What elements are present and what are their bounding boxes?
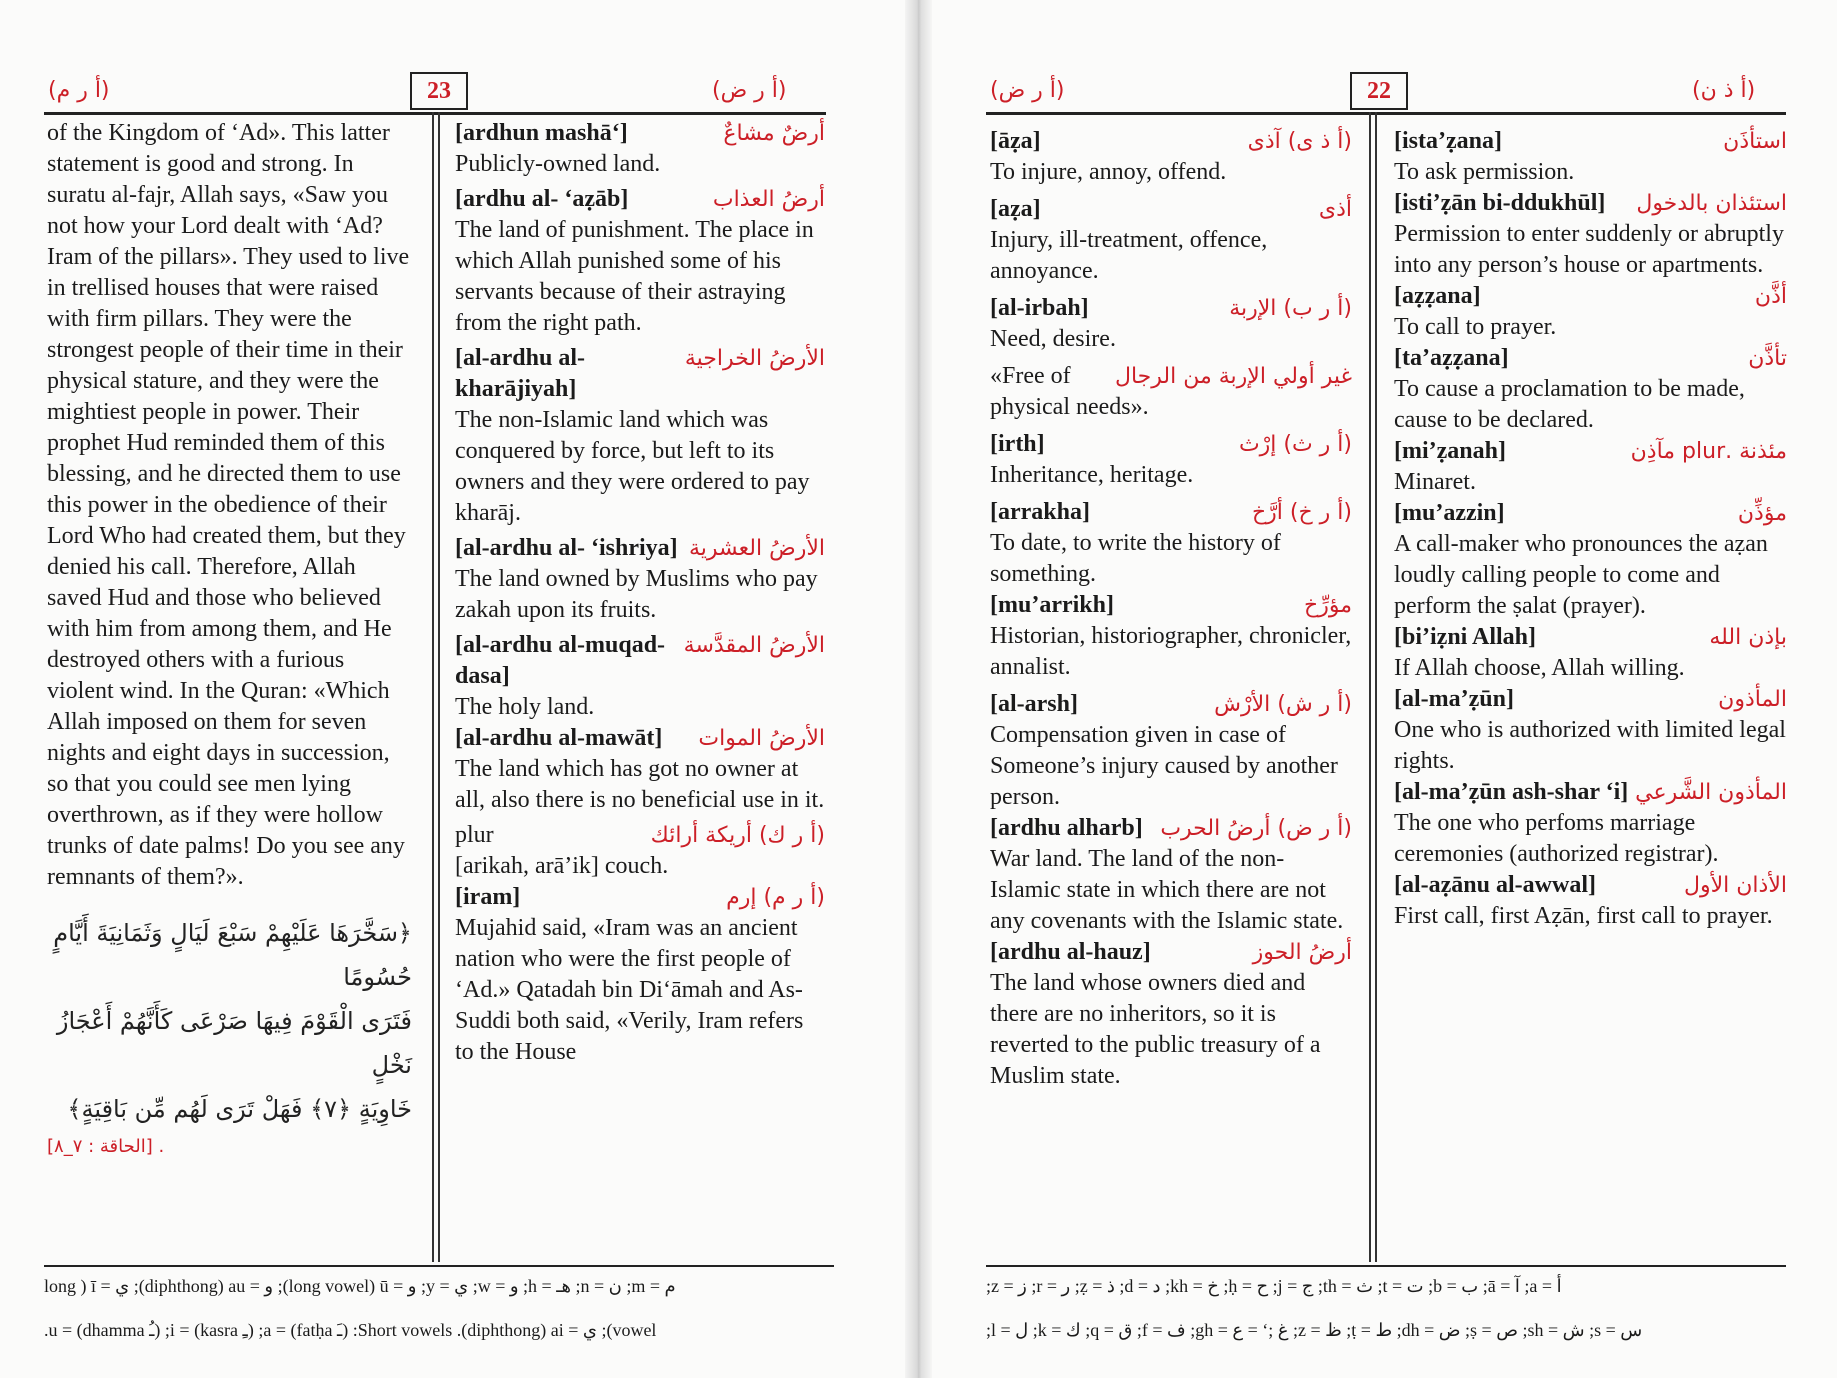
entry-definition: To injure, annoy, offend. [990, 159, 1227, 185]
entry-arabic: المأذون الشَّرعي [1635, 780, 1787, 805]
transliteration-key-line: .u = (dhamma ـُ) ;i = (kasra ـِ) ;a = (fatḥa ـَ) :Short vowels .(diphthong) ai = ي ;(vowel [44, 1320, 657, 1340]
entry-definition: War land. The land of the non-Islamic state in which there are not any covenants with the Islamic state. [990, 846, 1344, 934]
entry-headword: [isti’ẓān bi-ddukhūl] [1394, 190, 1606, 216]
entry-definition: First call, first Aẓān, first call to prayer. [1394, 903, 1773, 929]
entry-arabic: الأرضُ العشرية [689, 536, 825, 561]
dictionary-entry [1394, 126, 1787, 188]
entry-arabic: المأذون [1718, 687, 1787, 712]
transliteration-key-line: long ) ī = ي ;(diphthong) au = و ;(long vowel) ū = و ;y = ي ;w = و ;h = هـ ;n = ن ;m = م [44, 1276, 676, 1296]
entry-definition: The land owned by Muslims who pay zakah upon its fruits. [455, 566, 818, 623]
dictionary-entry [1394, 622, 1787, 684]
transliteration-key-line: ;z = ز ;r = ر ;ẓ = ذ ;d = د ;kh = خ ;ḥ = ح ;j = ج ;th = ث ;t = ت ;b = ب ;ā = آ ;a = أ [986, 1276, 1562, 1296]
entry-definition: The one who perfoms marriage ceremonies (authorized registrar). [1394, 810, 1719, 867]
entry-definition: To ask permission. [1394, 159, 1575, 185]
dictionary-entry [1394, 498, 1787, 622]
entry-definition: The non-Islamic land which was conquered by force, but left to its owners and they were ordered to pay kharāj. [455, 407, 810, 526]
narrative-column [47, 118, 412, 1162]
column-divider-double [438, 112, 440, 1262]
column-divider [432, 112, 434, 1262]
entry-headword: [aẓẓana] [1394, 283, 1481, 309]
entry-definition: Compensation given in case of Someone’s injury caused by another person. [990, 722, 1338, 810]
entry-arabic: الأذان الأول [1684, 873, 1787, 898]
verse-line: خَاوِيَةٍ ﴿٧﴾ فَهَلْ تَرَى لَهُم مِّن بَاقِيَةٍ﴾ [67, 1095, 412, 1123]
entry-headword: [al-ardhu al-kharājiyah] [455, 345, 586, 402]
entry-headword: [iram] [455, 884, 521, 910]
entry-arabic: أذى [1318, 197, 1352, 222]
entry-headword: [al-irbah] [990, 295, 1089, 321]
entry-definition: A call-maker who pronounces the aẓan loudly calling people to come and perform the ṣalat (prayer). [1394, 531, 1768, 619]
right-page-number: 22 [1350, 72, 1408, 110]
entries-column-left [990, 118, 1352, 1092]
entry-arabic: بإذن الله [1709, 625, 1787, 650]
entry-definition: Permission to enter suddenly or abruptly into any person’s house or apartments. [1394, 221, 1784, 278]
dictionary-entry [1394, 343, 1787, 436]
entry-headword: [al-arsh] [990, 691, 1078, 717]
entry-definition: Minaret. [1394, 469, 1476, 495]
dictionary-entry [990, 194, 1352, 287]
transliteration-key-line: ;l = ل ;k = ك ;q = ق ;f = ف ;gh = غ ;‘ = ع ;z = ظ ;ṭ = ط ;dh = ض ;ṣ = ص ;sh = ش ;s = س [986, 1320, 1643, 1340]
entry-arabic: مؤرِّخ [1304, 593, 1352, 618]
entry-arabic: استأذَن [1723, 129, 1787, 154]
dictionary-entry [1394, 684, 1787, 777]
narrative-text: of the Kingdom of ‘Ad». This latter statement is good and strong. In suratu al-fajr, Allah says, «Saw you not how your Lord dealt with ‘Ad? Iram of the pillars». They used to live in trellised houses that were raised with firm pillars. They were the strongest people of their time in their physical stature, and they were the mightiest people in power. Their prophet Hud reminded them of this blessing, and he directed them to use this power in the obedience of their Lord Who had created them, but they denied his call. Therefore, Allah saved Hud and those who believed with him from among them, and He destroyed others with a furious violent wind. In the Quran: «Which Allah imposed on them for seven nights and eight days in succession, so that you could see men lying overthrown, as if they were hollow trunks of date palms! Do you see any remnants of them?». [47, 120, 410, 890]
entry-definition: The land of punishment. The place in which Allah punished some of his servants because of their astraying from the right path. [455, 217, 814, 336]
dictionary-entry [455, 118, 825, 180]
entry-arabic: (أ ذ ى) آذى [1247, 129, 1352, 154]
entry-definition: To date, to write the history of something. [990, 530, 1281, 587]
entry-arabic: (أ ر ث) إرْث [1238, 432, 1352, 457]
entry-headword: [ardhun mashā‘] [455, 120, 628, 146]
entry-headword: [ista’ẓana] [1394, 128, 1502, 154]
quran-verse [47, 911, 412, 1162]
entry-definition: «Free of physical needs». [990, 363, 1149, 420]
right-page-header-right: (أ ذ ن) [1692, 78, 1756, 103]
dictionary-entry [455, 723, 825, 816]
entry-headword: [ardhu alharb] [990, 815, 1143, 841]
entry-headword: [al-ardhu al-muqad-dasa] [455, 632, 666, 689]
entry-arabic: (أ ر ب) الإربة [1229, 296, 1352, 321]
right-page [932, 0, 1837, 1378]
dictionary-entry [1394, 281, 1787, 343]
dictionary-entry [990, 293, 1352, 355]
entry-headword: [mi’ẓanah] [1394, 438, 1506, 464]
entry-definition: Inheritance, heritage. [990, 462, 1194, 488]
entry-headword: [arrakha] [990, 499, 1090, 525]
dictionary-entry [990, 429, 1352, 491]
entry-arabic: غير أولي الإربة من الرجال [1114, 364, 1352, 389]
dictionary-entry [990, 497, 1352, 590]
entry-arabic: الأرضُ الموات [698, 726, 825, 751]
entry-definition: One who is authorized with limited legal rights. [1394, 717, 1786, 774]
entry-headword: [al-ma’ẓūn ash-shar ‘i] [1394, 779, 1629, 805]
left-page-number: 23 [410, 72, 468, 110]
entry-definition: Need, desire. [990, 326, 1116, 352]
entry-definition: [arikah, arā’ik] couch. [455, 853, 669, 879]
entry-definition: To call to prayer. [1394, 314, 1557, 340]
entry-arabic: أرضٌ مشاعٌ [723, 121, 825, 146]
entry-arabic: أذَّن [1754, 284, 1787, 309]
top-rule [44, 112, 826, 115]
top-rule [986, 112, 1786, 115]
dictionary-entry [455, 343, 825, 529]
entry-arabic: استئذان بالدخول [1636, 191, 1787, 216]
dictionary-entry [990, 126, 1352, 188]
entries-column-right [1394, 118, 1787, 932]
entry-arabic: الأرضُ الخراجية [684, 346, 825, 371]
entry-headword: [mu’arrikh] [990, 592, 1114, 618]
dictionary-entry [1394, 436, 1787, 498]
column-divider [1369, 112, 1371, 1262]
entry-definition: Publicly-owned land. [455, 151, 661, 177]
entry-headword: [al-ardhu al-mawāt] [455, 725, 663, 751]
entry-definition: The holy land. [455, 694, 595, 720]
dictionary-entry [990, 361, 1352, 423]
dictionary-entry [1394, 777, 1787, 870]
dictionary-entry [455, 882, 825, 1068]
dictionary-entry [455, 630, 825, 723]
footer-rule [44, 1265, 834, 1267]
left-page [0, 0, 905, 1378]
entry-headword: [āẓa] [990, 128, 1041, 154]
entry-definition: If Allah choose, Allah willing. [1394, 655, 1685, 681]
entry-arabic: مئذنة .plur مآذِن [1630, 439, 1787, 464]
entry-arabic: الأرضُ المقدَّسة [683, 633, 825, 658]
entry-headword: [mu’azzin] [1394, 500, 1505, 526]
entries-column [455, 118, 825, 1068]
entry-headword: [al-ma’ẓūn] [1394, 686, 1514, 712]
entry-definition: Injury, ill-treatment, offence, annoyance. [990, 227, 1268, 284]
dictionary-entry [455, 184, 825, 339]
entry-definition: Historian, historiographer, chronicler, annalist. [990, 623, 1352, 680]
entry-arabic: أرضُ الحوز [1252, 940, 1352, 965]
dictionary-entry [990, 689, 1352, 813]
left-page-header-left: (أ ر م) [48, 78, 110, 103]
entry-definition: The land whose owners died and there are no inheritors, so it is reverted to the public treasury of a Muslim state. [990, 970, 1321, 1089]
entry-arabic: تأذَّن [1748, 346, 1787, 371]
entry-arabic: (أ ر ش) الأرْش [1214, 692, 1352, 717]
verse-reference: [الحاقة : ٧_٨] . [47, 1136, 165, 1157]
entry-definition: Mujahid said, «Iram was an ancient nation who were the first people of ‘Ad.» Qatadah bin Di‘āmah and As-Suddi both said, «Verily, Iram refers to the House [455, 915, 804, 1065]
entry-headword: plur [455, 822, 494, 848]
entry-arabic: (أ ر خ) أرَّخ [1251, 500, 1352, 525]
dictionary-entry [990, 937, 1352, 1092]
entry-headword: [ardhu al- ‘aẓāb] [455, 186, 629, 212]
dictionary-entry [990, 813, 1352, 937]
column-divider-double [1375, 112, 1377, 1262]
entry-arabic: مؤذِّن [1737, 501, 1787, 526]
dictionary-entry [990, 590, 1352, 683]
entry-headword: [bi’iẓni Allah] [1394, 624, 1537, 650]
entry-arabic: أرضُ العذاب [712, 187, 825, 212]
entry-definition: The land which has got no owner at all, also there is no beneficial use in it. [455, 756, 825, 813]
entry-headword: [al-ardhu al- ‘ishriya] [455, 535, 678, 561]
left-page-header-right: (أ ر ض) [712, 78, 787, 103]
entry-arabic: (أ ر ض) أرضُ الحرب [1160, 816, 1352, 841]
dictionary-entry [1394, 870, 1787, 932]
verse-line: ﴿سَخَّرَهَا عَلَيْهِمْ سَبْعَ لَيَالٍ وَثَمَانِيَةَ أَيَّامٍ حُسُومًا [53, 919, 412, 991]
entry-arabic: (أ ر م) إرم [726, 885, 825, 910]
entry-headword: [irth] [990, 431, 1045, 457]
footer-rule [986, 1265, 1786, 1267]
right-page-header-left: (أ ر ض) [990, 78, 1065, 103]
dictionary-entry [455, 820, 825, 882]
entry-headword: [ta’aẓẓana] [1394, 345, 1509, 371]
entry-headword: [ardhu al-hauz] [990, 939, 1151, 965]
entry-headword: [al-aẓānu al-awwal] [1394, 872, 1596, 898]
entry-arabic: (أ ر ك) أريكة أرائك [650, 823, 825, 848]
entry-headword: [aẓa] [990, 196, 1041, 222]
book-gutter [905, 0, 932, 1378]
verse-line: فَتَرَى الْقَوْمَ فِيهَا صَرْعَى كَأَنَّهُمْ أَعْجَازُ نَخْلٍ [56, 1007, 412, 1079]
entry-definition: To cause a proclamation to be made, cause to be declared. [1394, 376, 1745, 433]
dictionary-entry [1394, 188, 1787, 281]
dictionary-entry [455, 533, 825, 626]
